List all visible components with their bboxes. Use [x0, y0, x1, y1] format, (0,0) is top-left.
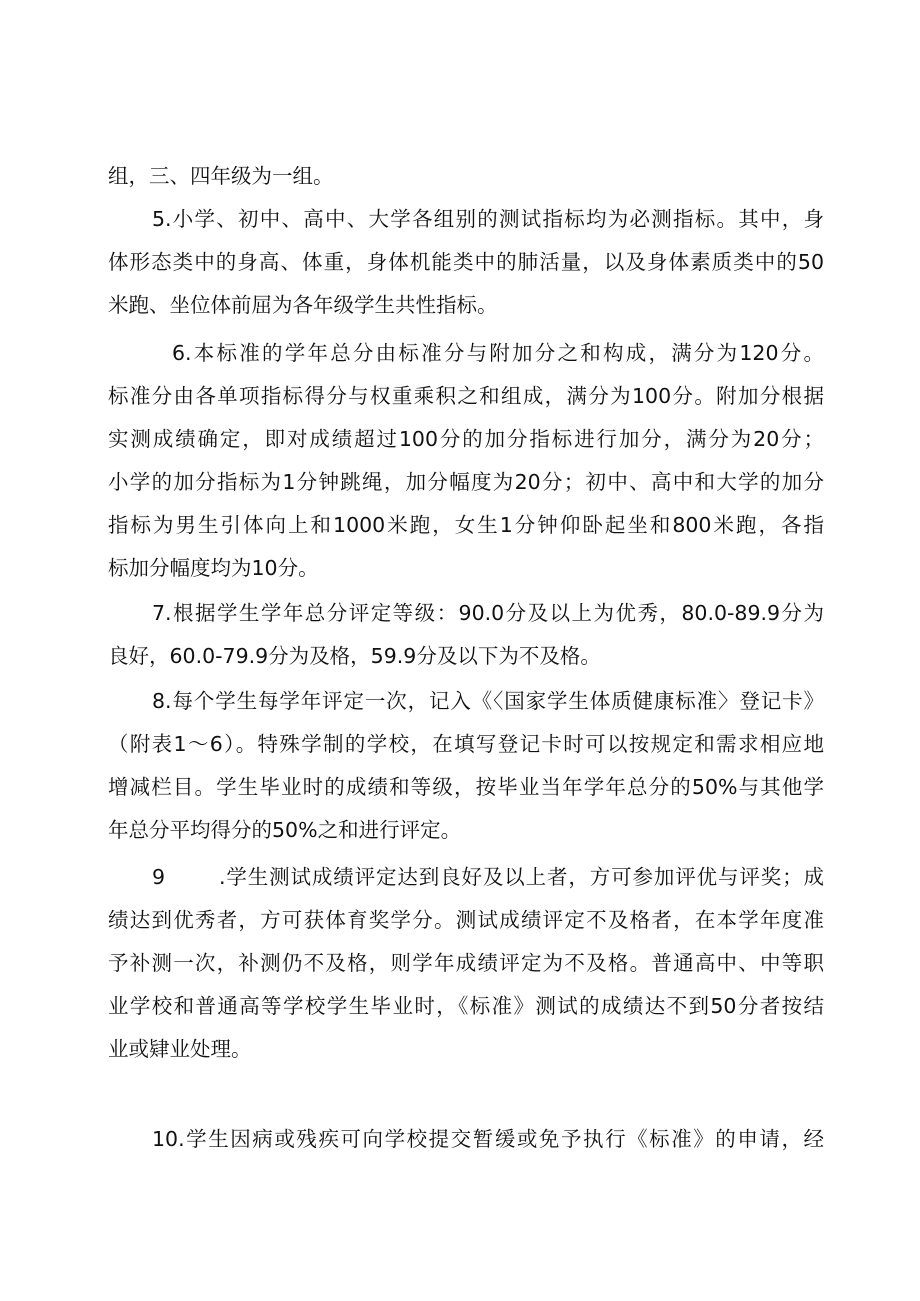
item-number: 10 — [152, 1127, 179, 1151]
text-line: .小学、初中、高中、大学各组别的测试指标均为必测指标。其中，身 — [165, 207, 824, 231]
text-line: 小学的加分指标为1分钟跳绳，加分幅度为20分；初中、高中和大学的加分 — [108, 470, 824, 494]
paragraph-6-line-4 — [108, 462, 824, 502]
text-line: （附表1～6）。特殊学制的学校，在填写登记卡时可以按规定和需求相应地 — [108, 732, 824, 756]
text-line: 标准分由各单项指标得分与权重乘积之和组成，满分为100分。附加分根据 — [108, 384, 824, 408]
text-line: 体形态类中的身高、体重，身体机能类中的肺活量，以及身体素质类中的50 — [108, 250, 824, 274]
text-line: 业或肄业处理。 — [108, 1037, 252, 1061]
paragraph-5-line-2 — [108, 242, 824, 282]
paragraph-continuation — [108, 156, 824, 196]
text-line: 增减栏目。学生毕业时的成绩和等级，按毕业当年学年总分的50%与其他学 — [108, 775, 824, 799]
paragraph-9-line-2 — [108, 900, 824, 940]
text-line: .学生测试成绩评定达到良好及以上者，方可参加评优与评奖；成 — [219, 865, 824, 889]
paragraph-6-line-3 — [108, 419, 824, 459]
text-line: .根据学生学年总分评定等级：90.0分及以上为优秀，80.0-89.9分为 — [165, 601, 824, 625]
text-line: 组，三、四年级为一组。 — [108, 164, 334, 188]
text-line: .学生因病或残疾可向学校提交暂缓或免予执行《标准》的申请，经 — [178, 1127, 824, 1151]
paragraph-8-line-1 — [152, 681, 824, 721]
paragraph-8-line-3 — [108, 767, 824, 807]
text-line: 绩达到优秀者，方可获体育奖学分。测试成绩评定不及格者，在本学年度准 — [108, 908, 824, 932]
item-number: 5 — [152, 207, 166, 231]
paragraph-9-line-3 — [108, 943, 824, 983]
text-line: .每个学生每学年评定一次，记入《〈国家学生体质健康标准〉登记卡》 — [165, 689, 824, 713]
text-line: 予补测一次，补测仍不及格，则学年成绩评定为不及格。普通高中、中等职 — [108, 951, 824, 975]
paragraph-6-line-6 — [108, 548, 824, 588]
text-line: 年总分平均得分的50%之和进行评定。 — [108, 818, 462, 842]
paragraph-6-line-5 — [108, 505, 824, 545]
text-line: 良好，60.0-79.9分为及格，59.9分及以下为不及格。 — [108, 644, 601, 668]
paragraph-8-line-2 — [108, 724, 824, 764]
text-line: 指标为男生引体向上和1000米跑，女生1分钟仰卧起坐和800米跑，各指 — [108, 513, 824, 537]
paragraph-5-line-3 — [108, 285, 824, 325]
paragraph-6-line-2 — [108, 376, 824, 416]
paragraph-5-line-1 — [152, 199, 824, 239]
item-number: 6 — [172, 341, 186, 365]
text-line: 标加分幅度均为10分。 — [108, 556, 319, 580]
paragraph-8-line-4 — [108, 810, 824, 850]
item-number: 7 — [152, 601, 166, 625]
paragraph-9-line-5 — [108, 1029, 824, 1069]
paragraph-9-line-4 — [108, 986, 824, 1026]
item-number: 8 — [152, 689, 166, 713]
text-line: 实测成绩确定，即对成绩超过100分的加分指标进行加分，满分为20分； — [108, 427, 824, 451]
paragraph-6-line-1 — [172, 333, 824, 373]
paragraph-7-line-2 — [108, 636, 824, 676]
text-line: 业学校和普通高等学校学生毕业时，《标准》测试的成绩达不到50分者按结 — [108, 994, 824, 1018]
paragraph-10-line-1 — [152, 1119, 824, 1159]
text-line: .本标准的学年总分由标准分与附加分之和构成，满分为120分。 — [185, 341, 824, 365]
paragraph-7-line-1 — [152, 593, 824, 633]
paragraph-9-line-1 — [152, 857, 824, 897]
text-line: 米跑、坐位体前屈为各年级学生共性指标。 — [108, 293, 498, 317]
item-number: 9 — [152, 865, 166, 889]
